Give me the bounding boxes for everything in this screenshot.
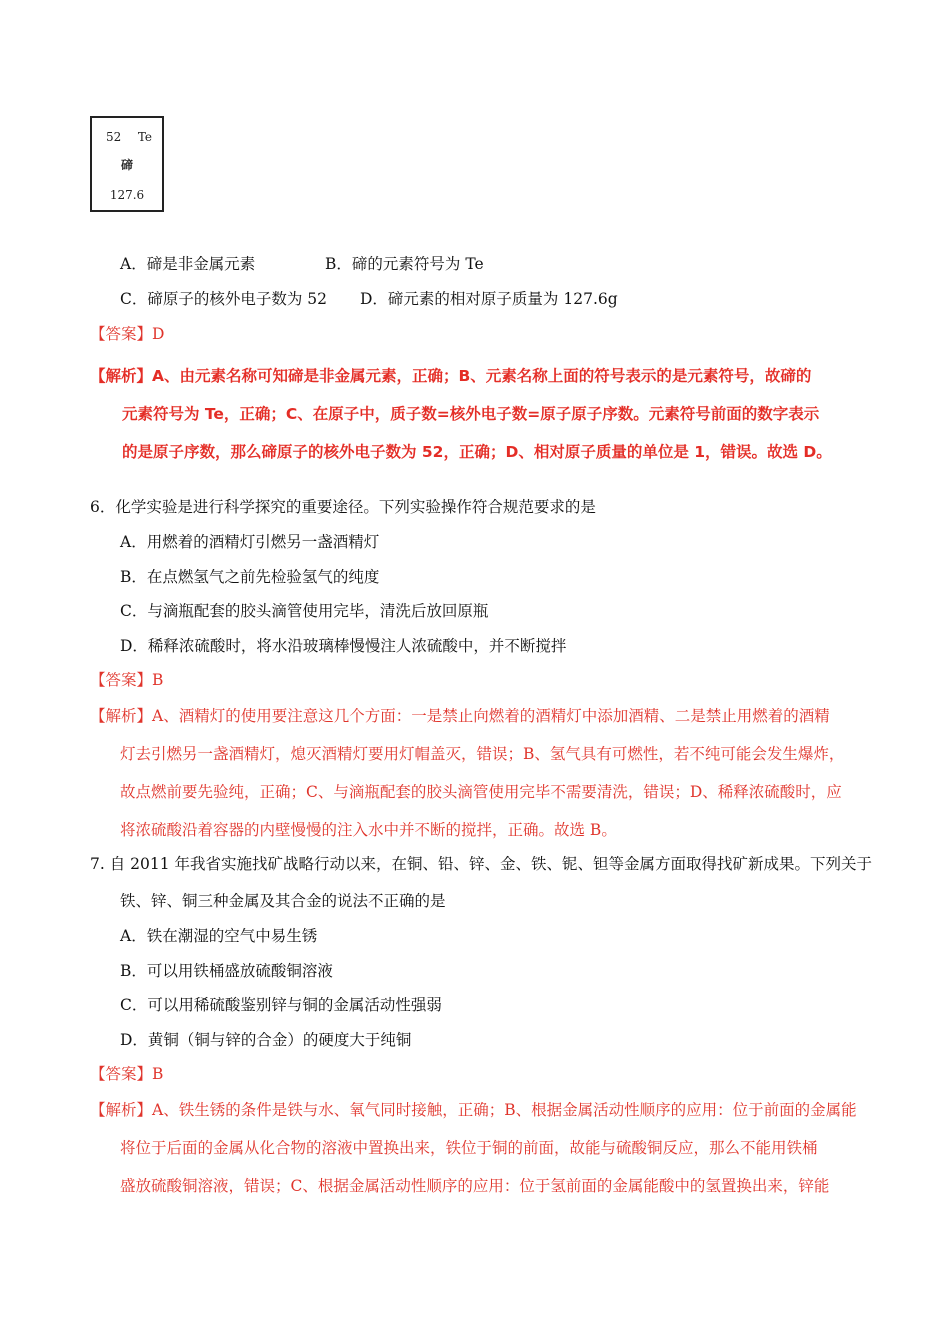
q5-option-a: A．碲是非金属元素 (120, 255, 256, 273)
q6-option-b: B．在点燃氢气之前先检验氢气的纯度 (120, 568, 380, 586)
q7-option-c: C．可以用稀硫酸鉴别锌与铜的金属活动性强弱 (120, 996, 442, 1014)
q5-option-c: C．碲原子的核外电子数为 52 (120, 290, 328, 308)
q5-analysis-line: 元素符号为 Te，正确；C、在原子中，质子数=核外电子数=原子原子序数。元素符号前面的数字表示 (122, 405, 820, 423)
q6-answer: 【答案】B (90, 671, 164, 689)
q6-stem: 6．化学实验是进行科学探究的重要途径。下列实验操作符合规范要求的是 (90, 498, 596, 516)
q7-analysis-line: 将位于后面的金属从化合物的溶液中置换出来，铁位于铜的前面，故能与硫酸铜反应，那么不能用铁桶 (120, 1139, 818, 1157)
element-name: 碲 (120, 158, 133, 172)
q6-analysis-line: 故点燃前要先验纯，正确；C、与滴瓶配套的胶头滴管使用完毕不需要清洗，错误；D、稀释浓硫酸时，应 (120, 783, 842, 801)
atomic-number: 52 (106, 130, 122, 144)
q5-answer: 【答案】D (90, 325, 165, 343)
q6-option-d: D．稀释浓硫酸时，将水沿玻璃棒慢慢注人浓硫酸中，并不断搅拌 (120, 637, 567, 655)
atomic-mass: 127.6 (109, 188, 145, 202)
q5-option-b: B．碲的元素符号为 Te (325, 255, 484, 273)
q5-analysis-line: 【解析】A、由元素名称可知碲是非金属元素，正确；B、元素名称上面的符号表示的是元素符号，故碲的 (90, 367, 812, 385)
q7-answer: 【答案】B (90, 1065, 164, 1083)
q6-option-c: C．与滴瓶配套的胶头滴管使用完毕，清洗后放回原瓶 (120, 602, 489, 620)
q6-option-a: A．用燃着的酒精灯引燃另一盏酒精灯 (120, 533, 380, 551)
q6-analysis-line: 灯去引燃另一盏酒精灯，熄灭酒精灯要用灯帽盖灭，错误；B、氢气具有可燃性，若不纯可能会发生爆炸， (120, 745, 845, 763)
q6-analysis-line: 【解析】A、酒精灯的使用要注意这几个方面：一是禁止向燃着的酒精灯中添加酒精、二是禁止用燃着的酒精 (90, 707, 830, 725)
q7-stem-continued: 铁、锌、铜三种金属及其合金的说法不正确的是 (120, 892, 446, 910)
q7-stem: 7. 自 2011 年我省实施找矿战略行动以来，在铜、铅、锌、金、铁、铌、钽等金属方面取得找矿新成果。下列关于 (90, 855, 873, 873)
q5-analysis-line: 的是原子序数，那么碲原子的核外电子数为 52，正确；D、相对原子质量的单位是 1，错误。故选 D。 (122, 443, 832, 461)
q7-option-b: B．可以用铁桶盛放硫酸铜溶液 (120, 962, 333, 980)
q7-option-d: D．黄铜（铜与锌的合金）的硬度大于纯铜 (120, 1031, 412, 1049)
element-symbol: Te (137, 130, 152, 144)
element-card-tellurium (90, 116, 164, 212)
q7-analysis-line: 【解析】A、铁生锈的条件是铁与水、氧气同时接触，正确；B、根据金属活动性顺序的应用：位于前面的金属能 (90, 1101, 857, 1119)
q5-option-d: D．碲元素的相对原子质量为 127.6g (360, 290, 618, 308)
q7-option-a: A．铁在潮湿的空气中易生锈 (120, 927, 318, 945)
q7-analysis-line: 盛放硫酸铜溶液，错误；C、根据金属活动性顺序的应用：位于氢前面的金属能酸中的氢置换出来，锌能 (120, 1177, 830, 1195)
q6-analysis-line: 将浓硫酸沿着容器的内壁慢慢的注入水中并不断的搅拌，正确。故选 B。 (120, 821, 617, 839)
